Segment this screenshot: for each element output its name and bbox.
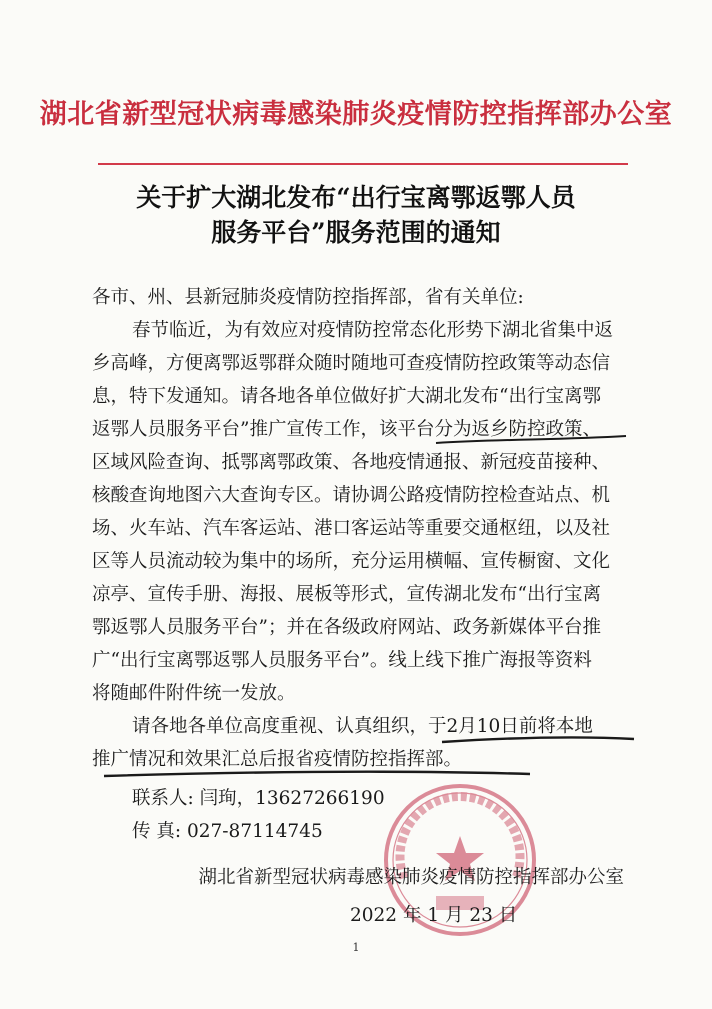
salutation: 各市、州、县新冠肺炎疫情防控指挥部，省有关单位: xyxy=(92,287,524,308)
body-line: 返鄂人员服务平台”推广宣传工作，该平台分为返乡防控政策、 xyxy=(92,419,601,440)
request-line: 请各地各单位高度重视、认真组织，于2月10日前将本地 xyxy=(132,716,593,737)
underline-deadline xyxy=(442,737,634,742)
body-line: 乡高峰，方便离鄂返鄂群众随时随地可查疫情防控政策等动态信 xyxy=(92,353,611,374)
body-line: 场、火车站、汽车客运站、港口客运站等重要交通枢纽，以及社 xyxy=(92,518,611,539)
body-line: 区等人员流动较为集中的场所，充分运用横幅、宣传橱窗、文化 xyxy=(92,551,611,572)
issuer-signature: 湖北省新型冠状病毒感染肺炎疫情防控指挥部办公室 xyxy=(198,867,624,888)
page-number: 1 xyxy=(352,941,360,954)
body-line: 核酸查询地图六大查询专区。请协调公路疫情防控检查站点、机 xyxy=(92,485,611,506)
fax-number: 传 真: 027-87114745 xyxy=(132,821,323,842)
contact-person: 联系人: 闫珣，13627266190 xyxy=(132,788,385,809)
header-red-rule xyxy=(98,163,628,165)
body-line: 凉亭、宣传手册、海报、展板等形式，宣传湖北发布“出行宝离 xyxy=(92,584,601,605)
underline-report xyxy=(104,772,530,776)
notice-title-line-1: 关于扩大湖北发布“出行宝离鄂返鄂人员 xyxy=(136,183,576,212)
request-line: 推广情况和效果汇总后报省疫情防控指挥部。 xyxy=(92,749,463,770)
body-line: 广“出行宝离鄂返鄂人员服务平台”。线上线下推广海报等资料 xyxy=(92,650,592,671)
body-line: 息，特下发通知。请各地各单位做好扩大湖北发布“出行宝离鄂 xyxy=(92,386,601,407)
body-line: 春节临近，为有效应对疫情防控常态化形势下湖北省集中返 xyxy=(132,320,614,341)
notice-title-line-2: 服务平台”服务范围的通知 xyxy=(211,218,501,247)
issue-date: 2022 年 1 月 23 日 xyxy=(350,905,518,926)
issuing-office-header: 湖北省新型冠状病毒感染肺炎疫情防控指挥部办公室 xyxy=(39,99,673,130)
body-line: 区域风险查询、抵鄂离鄂政策、各地疫情通报、新冠疫苗接种、 xyxy=(92,452,611,473)
body-line: 将随邮件附件统一发放。 xyxy=(92,683,296,704)
body-line: 鄂返鄂人员服务平台”；并在各级政府网站、政务新媒体平台推 xyxy=(92,617,601,638)
